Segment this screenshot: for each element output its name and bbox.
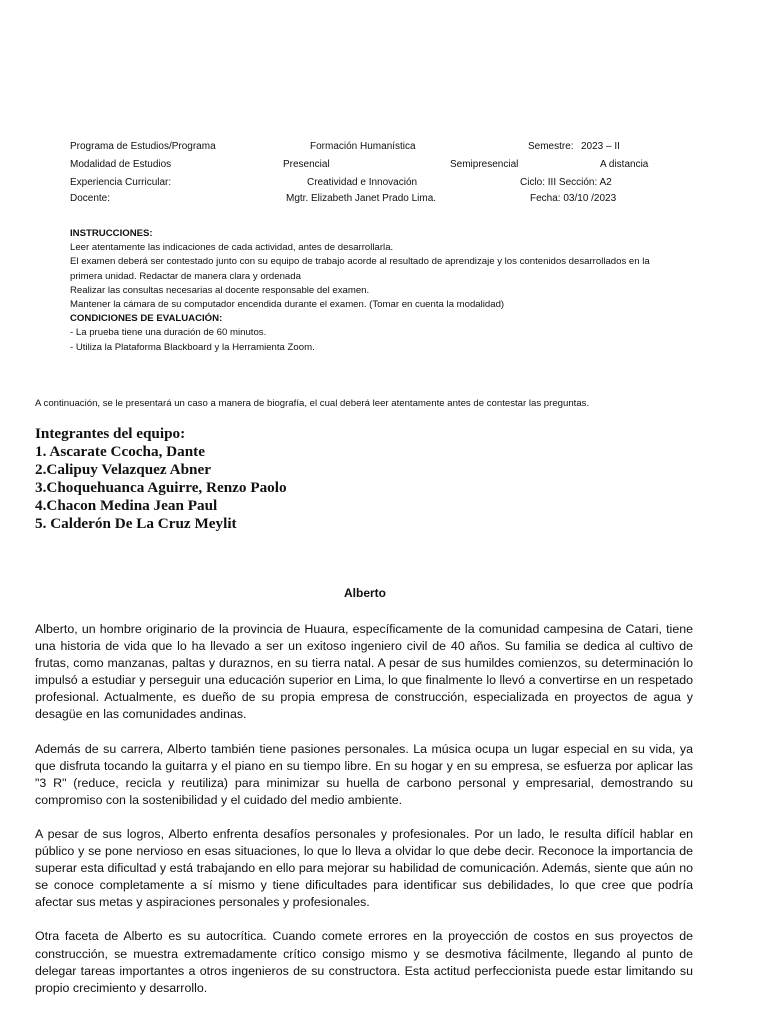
team-member: 3.Choquehuanca Aguirre, Renzo Paolo (35, 479, 287, 496)
fecha: Fecha: 03/10 /2023 (530, 193, 617, 204)
story-paragraph: Además de su carrera, Alberto también tiene pasiones personales. La música ocupa un lugar especial en su vida, ya que disfruta tocando la guitarra y el piano en su tiempo libre. En su hogar y en su empresa, se esfuerza por aplicar las "3 R" (reduce, recicla y reutiliza) para minimizar su huella de carbono personal y empresarial, demostrando su compromiso con la sostenibilidad y el cuidado del medio ambiente. (35, 741, 693, 807)
programa-label: Programa de Estudios/Programa (70, 141, 216, 152)
instruction-line: El examen deberá ser contestado junto con su equipo de trabajo acorde al resultado de aprendizaje y los contenidos desarrollados en la (70, 256, 650, 268)
team-member: 5. Calderón De La Cruz Meylit (35, 515, 237, 532)
experiencia-value: Creatividad e Innovación (307, 177, 418, 188)
instruction-line: primera unidad. Redactar de manera clara y ordenada (70, 270, 301, 282)
docente-label: Docente: (70, 193, 111, 204)
modalidad-label: Modalidad de Estudios (70, 159, 172, 170)
conditions-title: CONDICIONES DE EVALUACIÓN: (70, 313, 223, 325)
condition-line: - La prueba tiene una duración de 60 minutos. (70, 327, 267, 339)
experiencia-label: Experiencia Curricular: (70, 177, 172, 188)
story-paragraph: A pesar de sus logros, Alberto enfrenta desafíos personales y profesionales. Por un lado, le resulta difícil hablar en público y se pone nervioso en esas situaciones, lo que lo lleva a olvidar lo que debe decir. Reconoce la importancia de superar esta dificultad y está trabajando en ello para mejorar su habilidad de comunicación. Además, siente que aún no se conoce completamente a sí mismo y tiene dificultades para identificar sus debilidades, lo que cree que podría afectar sus metas y aspiraciones personales y profesionales. (35, 826, 693, 910)
instruction-line: Realizar las consultas necesarias al docente responsable del examen. (70, 284, 370, 296)
semestre-label: Semestre: (528, 141, 574, 152)
semestre-value: 2023 – II (581, 141, 620, 152)
instructions-block (70, 227, 710, 355)
team-block (35, 425, 287, 533)
case-intro: A continuación, se le presentará un caso a manera de biografía, el cual deberá leer atentamente antes de contestar las preguntas. (35, 398, 590, 409)
instruction-line: Leer atentamente las indicaciones de cada actividad, antes de desarrollarla. (70, 242, 394, 254)
modalidad-semipresencial: Semipresencial (450, 159, 519, 170)
team-title: Integrantes del equipo: (35, 425, 186, 442)
team-member: 4.Chacon Medina Jean Paul (35, 497, 218, 514)
team-member: 2.Calipuy Velazquez Abner (35, 461, 211, 478)
programa-value: Formación Humanística (310, 141, 416, 152)
case-title: Alberto (344, 586, 386, 600)
docente-value: Mgtr. Elizabeth Janet Prado Lima. (286, 193, 437, 204)
team-member: 1. Ascarate Ccocha, Dante (35, 443, 205, 460)
modalidad-presencial: Presencial (283, 159, 330, 170)
modalidad-distancia: A distancia (600, 159, 649, 170)
condition-line: - Utiliza la Plataforma Blackboard y la Herramienta Zoom. (70, 341, 315, 353)
story-paragraph: Otra faceta de Alberto es su autocrítica. Cuando comete errores en la proyección de costos en sus proyectos de construcción, se muestra extremadamente crítico consigo mismo y se desmotiva fácilmente, llegando al punto de delegar tareas importantes a otros ingenieros de su constructora. Esta actitud perfeccionista puede estar limitando su propio crecimiento y desarrollo. (35, 929, 693, 995)
story-paragraph: Alberto, un hombre originario de la provincia de Huaura, específicamente de la comunidad campesina de Catari, tiene una historia de vida que lo ha llevado a ser un exitoso ingeniero civil de 40 años. Su familia se dedica al cultivo de frutas, como manzanas, paltas y duraznos, en su tierra natal. A pesar de sus humildes comienzos, su determinación lo impulsó a estudiar y perseguir una educación superior en Lima, lo que finalmente lo llevó a convertirse en un respetado profesional. Actualmente, es dueño de su propia empresa de construcción, especializada en proyectos de agua y desagüe en las comunidades andinas. (35, 622, 693, 722)
instruction-line: Mantener la cámara de su computador encendida durante el examen. (Tomar en cuenta la modalidad) (70, 299, 505, 311)
ciclo-seccion: Ciclo: III Sección: A2 (520, 177, 612, 188)
case-story (35, 621, 693, 1014)
instructions-title: INSTRUCCIONES: (70, 228, 153, 239)
